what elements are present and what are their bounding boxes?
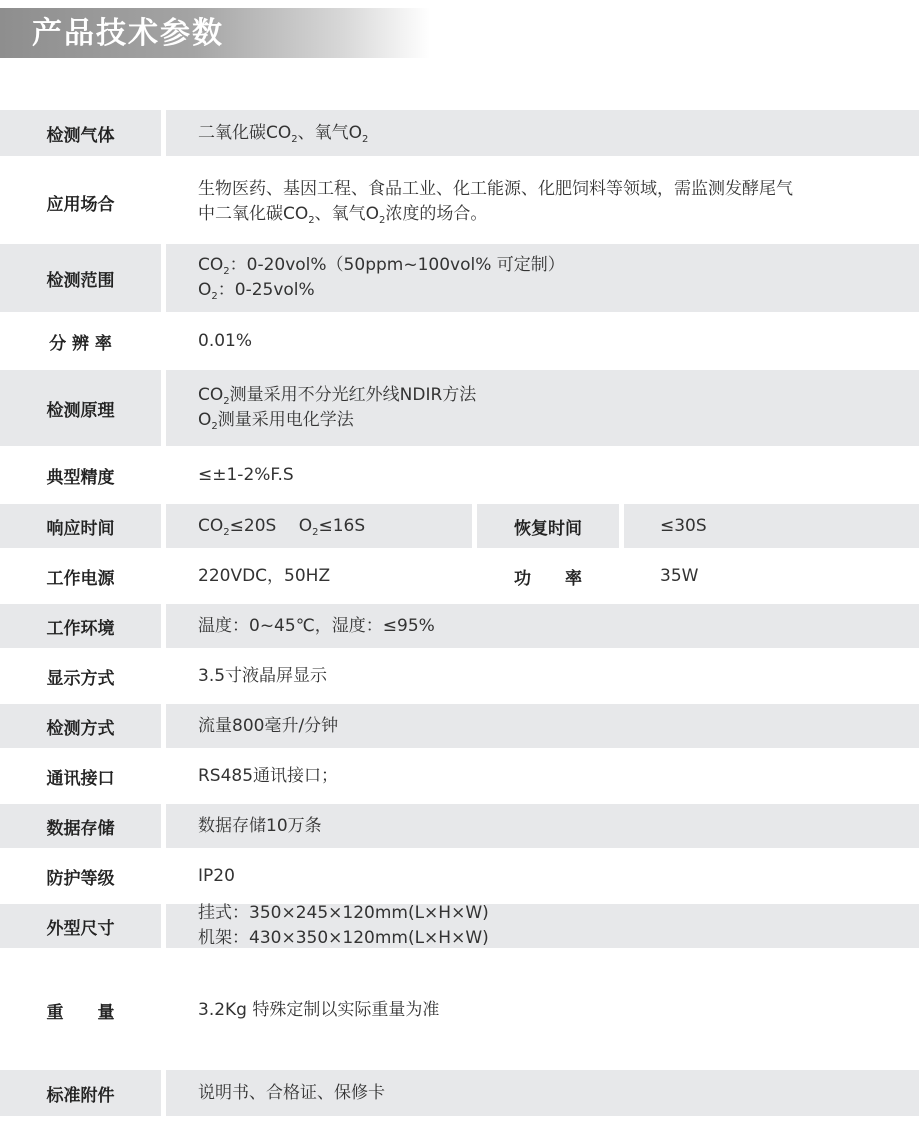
spec-row <box>0 904 919 948</box>
spec-label: 防护等级 <box>46 868 115 889</box>
spec-value-secondary: 35W <box>660 566 699 586</box>
spec-value <box>166 504 472 548</box>
spec-value <box>166 956 919 1064</box>
spec-row <box>0 450 919 500</box>
spec-label: 外型尺寸 <box>0 904 161 948</box>
spec-value-line: 3.2Kg 特殊定制以实际重量为准 <box>198 999 440 1020</box>
spec-row <box>0 654 919 698</box>
spec-table <box>0 110 919 1124</box>
spec-value-line: 二氧化碳$CO_2$、氧气$O_2$ <box>198 122 369 145</box>
spec-value-line: IP20 <box>198 865 235 886</box>
spec-value <box>166 854 919 898</box>
spec-value-line: ≤±1-2%F.S <box>198 464 294 485</box>
spec-value-line: 温度：0~45℃，湿度：≤95% <box>198 615 435 636</box>
spec-label-secondary: 恢复时间 <box>477 504 619 548</box>
page-title: 产品技术参数 <box>32 16 224 51</box>
spec-value-line: $O_2$测量采用电化学法 <box>198 410 354 432</box>
spec-value-line: 挂式：350×245×120mm(L×H×W) <box>198 903 489 923</box>
spec-value <box>166 164 919 240</box>
spec-label: 通讯接口 <box>46 768 115 789</box>
spec-label: 响应时间 <box>0 504 161 548</box>
spec-label: 工作电源 <box>46 568 115 589</box>
spec-value <box>166 654 919 698</box>
spec-label: 应用场合 <box>46 194 115 215</box>
spec-value <box>166 110 919 156</box>
spec-value <box>166 904 919 948</box>
spec-value-line: 说明书、合格证、保修卡 <box>198 1082 385 1103</box>
spec-value <box>166 754 919 798</box>
spec-value <box>166 554 472 598</box>
spec-value-line: RS485通讯接口； <box>198 765 339 786</box>
spec-value-line: $O_2$：0-25vol% <box>198 280 315 302</box>
spec-row <box>0 804 919 848</box>
spec-value <box>166 450 919 500</box>
spec-value <box>166 1070 919 1116</box>
spec-value-secondary: ≤30S <box>624 504 919 548</box>
spec-value-line: $CO_2$：0-20vol%（50ppm~100vol% 可定制） <box>198 255 565 277</box>
spec-row <box>0 604 919 648</box>
spec-value <box>166 370 919 446</box>
spec-value-line: 中二氧化碳$CO_2$、氧气$O_2$浓度的场合。 <box>198 204 488 226</box>
spec-label: 数据存储 <box>0 804 161 848</box>
spec-label: 重 量 <box>46 1002 115 1023</box>
spec-value <box>166 704 919 748</box>
spec-label: 检测方式 <box>0 704 161 748</box>
spec-label-secondary: 功 率 <box>514 568 582 589</box>
spec-value-line: 生物医药、基因工程、食品工业、化工能源、化肥饲料等领域，需监测发酵尾气 <box>198 179 793 199</box>
spec-row <box>0 554 919 598</box>
spec-row <box>0 164 919 240</box>
spec-row <box>0 244 919 312</box>
spec-label: 检测范围 <box>0 244 161 312</box>
spec-value-line: 220VDC，50HZ <box>198 565 331 586</box>
spec-label: 检测气体 <box>0 110 161 156</box>
spec-row <box>0 704 919 748</box>
spec-label: 典型精度 <box>46 467 115 488</box>
spec-row <box>0 1070 919 1116</box>
spec-value <box>166 244 919 312</box>
spec-label: 显示方式 <box>46 668 115 689</box>
spec-value-line: 0.01% <box>198 330 253 351</box>
spec-label: 分 辨 率 <box>49 333 112 354</box>
spec-value-line: 流量800毫升/分钟 <box>198 715 339 736</box>
spec-row <box>0 370 919 446</box>
spec-value <box>166 604 919 648</box>
spec-value-line: 机架：430×350×120mm(L×H×W) <box>198 928 489 948</box>
spec-label: 标准附件 <box>0 1070 161 1116</box>
spec-row <box>0 854 919 898</box>
spec-label: 检测原理 <box>0 370 161 446</box>
spec-row <box>0 504 919 548</box>
title-banner <box>0 8 430 58</box>
spec-value-line: 3.5寸液晶屏显示 <box>198 665 328 686</box>
spec-row <box>0 316 919 366</box>
spec-row <box>0 110 919 156</box>
spec-value-line: 数据存储10万条 <box>198 815 322 836</box>
spec-row <box>0 754 919 798</box>
spec-value-line: $CO_2\le 20S$ $O_2\le 16S$ <box>198 515 366 538</box>
spec-value-line: $CO_2$测量采用不分光红外线NDIR方法 <box>198 385 477 407</box>
spec-row <box>0 956 919 1064</box>
spec-label: 工作环境 <box>0 604 161 648</box>
spec-value <box>166 804 919 848</box>
spec-value <box>166 316 919 366</box>
